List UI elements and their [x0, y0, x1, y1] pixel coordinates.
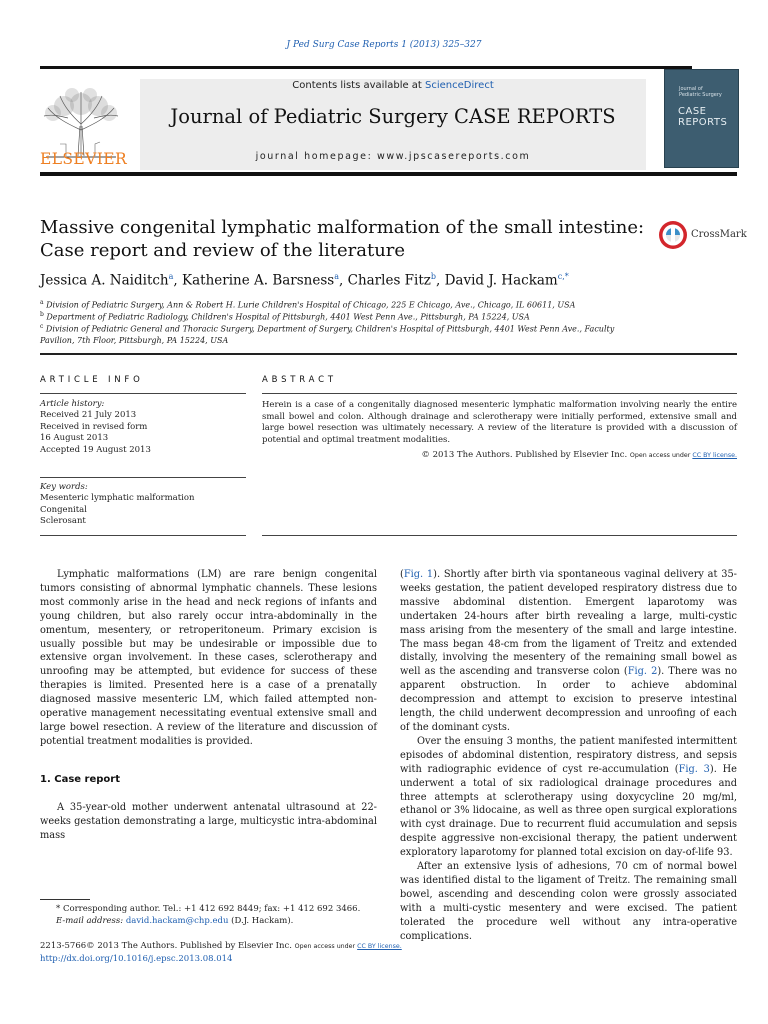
footnote-rule [40, 899, 90, 900]
corresponding-author-footnote: * Corresponding author. Tel.: +1 412 692 8449; fax: +1 412 692 3466. E-mail address: david.hackam@chp.edu (D.J. Hackam). [56, 904, 361, 926]
figure-1-reference[interactable]: Fig. 1 [403, 569, 434, 580]
author-affiliation-mark[interactable]: a [168, 272, 174, 281]
article-title: Massive congenital lymphatic malformation of the small intestine: Case report and review of the literature [40, 217, 645, 261]
crossmark-label[interactable]: CrossMark [691, 229, 747, 240]
case-report-paragraph: A 35-year-old mother underwent antenatal ultrasound at 22-weeks gestation demonstrating a large, multicystic intra-abdominal mass [40, 802, 377, 841]
affiliation-divider [40, 353, 737, 355]
header-top-rule [40, 66, 692, 69]
author-affiliation-mark[interactable]: c,* [557, 272, 569, 281]
journal-title: Journal of Pediatric Surgery CASE REPORTS [170, 105, 616, 128]
keywords: Key words: Mesenteric lymphatic malformation Congenital Sclerosant [40, 482, 195, 527]
article-info-bottom-rule [40, 535, 246, 536]
abstract-rule [262, 393, 737, 394]
journal-cover-thumbnail[interactable] [664, 69, 739, 168]
section-heading-case-report: 1. Case report [40, 774, 120, 785]
abstract-copyright: © 2013 The Authors. Published by Elsevier Inc. Open access under CC BY license. [421, 450, 737, 460]
article-info-rule [40, 393, 246, 394]
header-bottom-rule [40, 172, 737, 176]
affiliation: $^a$ Division of Pediatric Surgery, Ann & Robert H. Lurie Children's Hospital of Chicago, 225 E Chicago, Ave., Chicago, IL 60611, USA [40, 299, 576, 310]
article-info-heading: ARTICLE INFO [40, 375, 144, 385]
cover-journal-name: Journal of Pediatric Surgery [679, 86, 722, 98]
case-paragraph-1: (Fig. 1). Shortly after birth via spontaneous vaginal delivery at 35-weeks gestation, the patient developed respiratory distress due to massive abdominal distention. Emergent laparotomy was undertaken 24-hours after birth revealing a large, multi-cystic mass arising from the mesentery of the small and large intestine. The mass began 48-cm from the ligament of Treitz and extended distally, involving the mesentery of the remaining small bowel as well as the ascending and transverse colon (Fig. 2). There was no apparent obstruction. In order to achieve abdominal decompression and attempt to excision to preserve intestinal length, the child underwent decompression and unroofing of each of the dominant cysts. [400, 569, 737, 733]
keywords-rule [40, 477, 246, 478]
abstract-bottom-rule [262, 535, 737, 536]
abstract-text: Herein is a case of a congenitally diagnosed mesenteric lymphatic malformation involving nearly the entire small bowel and colon. Although drainage and sclerotherapy were initially performed, extensive small and large bowel resection was ultimately necessary. A review of the literature is provided with a discussion of potential and optimal treatment modalities. [262, 400, 737, 445]
cc-by-license-link-footer[interactable]: CC BY license. [357, 943, 402, 950]
author-name[interactable]: Charles Fitz [347, 272, 431, 289]
figure-2-reference[interactable]: Fig. 2 [627, 666, 658, 678]
author-name[interactable]: Jessica A. Naiditch [40, 272, 169, 289]
case-paragraph-2: Over the ensuing 3 months, the patient manifested intermittent episodes of abdominal distention, respiratory distress, and sepsis with radiographic evidence of cyst re-accumulation (Fig. 3). He underwent a total of six radiological drainage procedures and three attempts at sclerotherapy using doxycycline 20 mg/ml, ethanol or 3% lidocaine, as well as three open surgical explorations with cyst drainage. Due to recurrent fluid accumulation and sepsis despite aggressive non-excisional therapy, the patient underwent exploratory laparotomy for planned total excision on day-of-life 93. [400, 735, 737, 859]
abstract-heading: ABSTRACT [262, 375, 337, 385]
journal-citation[interactable]: J Ped Surg Case Reports 1 (2013) 325–327 [286, 40, 482, 50]
author-email-link[interactable]: david.hackam@chp.edu [125, 915, 229, 926]
author-name[interactable]: Katherine A. Barsness [182, 272, 335, 289]
figure-3-reference[interactable]: Fig. 3 [678, 763, 710, 775]
journal-homepage[interactable]: journal homepage: www.jpscasereports.com [255, 151, 531, 162]
author-affiliation-mark[interactable]: b [430, 272, 437, 281]
affiliation: $^c$ Division of Pediatric General and Thoracic Surgery, Department of Surgery, Children's Hospital of Pittsburgh, 4401 West Penn Ave., Faculty Pavilion, 7th Floor, Pittsburgh, PA 15224, USA [40, 323, 615, 346]
issn-copyright-block: 2213-5766© 2013 The Authors. Published by Elsevier Inc. Open access under CC BY license. http://dx.doi.org/10.1016/j.epsc.2013.08.014 [40, 940, 440, 966]
author-affiliation-mark[interactable]: a [334, 272, 340, 281]
doi-link[interactable]: http://dx.doi.org/10.1016/j.epsc.2013.08.014 [40, 954, 233, 964]
author-list: Jessica A. Naiditch$^a$, Katherine A. Barsness$^a$, Charles Fitz$^b$, David J. Hackam$^{c,*}$ [40, 272, 569, 289]
contents-available-line: Contents lists available at ScienceDirect [292, 80, 494, 91]
sciencedirect-link[interactable]: ScienceDirect [425, 80, 494, 91]
affiliation: $^b$ Department of Pediatric Radiology, Children's Hospital of Pittsburgh, 4401 West Penn Ave., Pittsburgh, PA 15224, USA [40, 311, 530, 322]
article-history: Article history: Received 21 July 2013 Received in revised form 16 August 2013 Accepted 19 August 2013 [40, 399, 151, 455]
body-right-column [400, 568, 737, 943]
cc-by-license-link[interactable]: CC BY license. [692, 452, 737, 459]
case-paragraph-3: After an extensive lysis of adhesions, 70 cm of normal bowel was identified distal to the ligament of Treitz. The remaining small bowel, ascending and descending colon were grossly associated with a multi-cystic mesentery and were excised. The patient tolerated the procedure well without any intra-operative complications. [400, 861, 737, 942]
introduction-paragraph: Lymphatic malformations (LM) are rare benign congenital tumors consisting of abnormal lymphatic channels. These lesions most commonly arise in the head and neck regions of infants and young children, but also rarely occur intra-abdominally in the omentum, mesentery, or retroperitoneum. Primary excision is usually possible but may be undesirable or impossible due to extensive organ involvement. In these cases, sclerotherapy and unroofing may be attempted, but evidence for success of these therapies is limited. Presented here is a case of a prenatally diagnosed massive mesenteric LM, which failed attempted non-operative management necessitating eventual extensive small and large bowel resection. A review of the literature and discussion of potential treatment modalities is provided. [40, 569, 377, 747]
cover-case-reports: CASE REPORTS [678, 106, 728, 128]
author-name[interactable]: David J. Hackam [444, 272, 558, 289]
elsevier-logo-text: ELSEVIER [40, 150, 128, 168]
body-left-column [40, 568, 377, 749]
